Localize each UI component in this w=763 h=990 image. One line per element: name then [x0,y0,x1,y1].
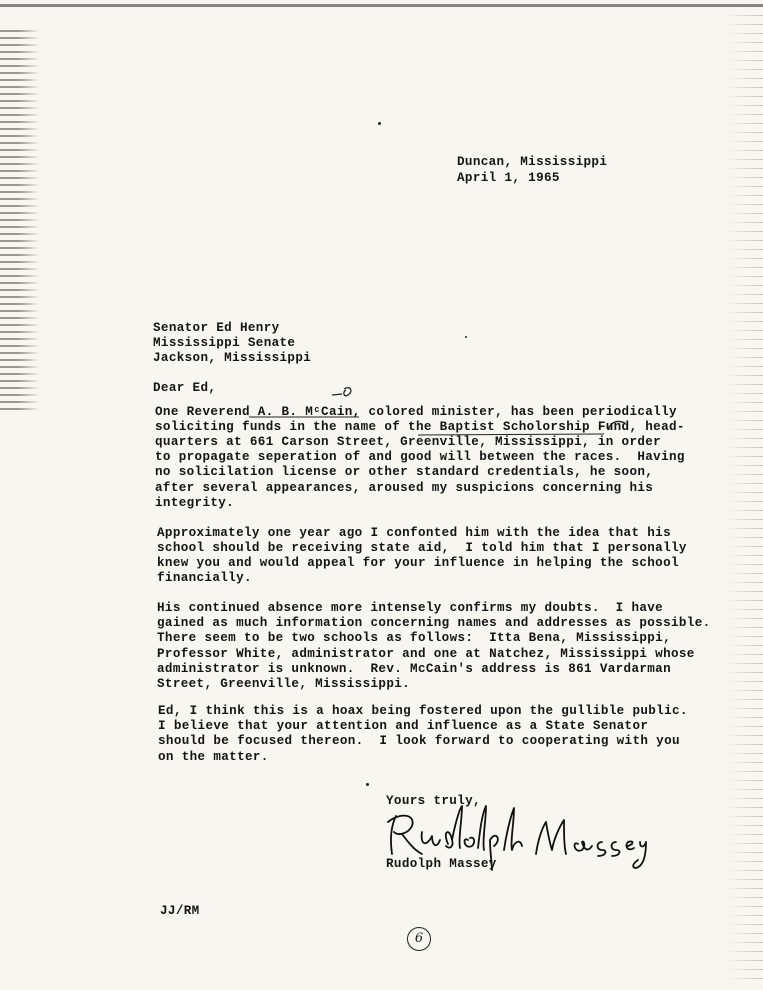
scan-speck [366,783,369,786]
paragraph-2-line: knew you and would appeal for your influence in helping the school [157,556,679,570]
paragraph-3-line: administrator is unknown. Rev. McCain's address is 861 Vardarman [157,662,671,676]
paragraph-4-line: I believe that your attention and influence as a State Senator [158,719,649,733]
circled-page-number: 6 [407,927,431,951]
paragraph-1-line: after several appearances, aroused my suspicions concerning his [155,481,654,495]
letter-date: April 1, 1965 [457,171,560,185]
scan-left-edge-noise [0,30,40,410]
scan-speck [378,122,381,125]
paragraph-3-line: There seem to be two schools as follows: Itta Bena, Mississippi, [157,631,671,645]
paragraph-3-line: gained as much information concerning names and addresses as possible. [157,616,711,630]
paragraph-2-line: Approximately one year ago I confonted him with the idea that his [157,526,671,540]
paragraph-1-line: One Reverend A. B. MᶜCain, colored minister, has been periodically [155,405,677,419]
paragraph-1-line: soliciting funds in the name of the Baptist Scholorship Fund, head- [155,420,685,434]
scan-speck [465,336,467,338]
paragraph-1-line: quarters at 661 Carson Street, Greenville, Mississippi, in order [155,435,662,449]
reference-initials: JJ/RM [160,904,200,918]
recipient-name: Senator Ed Henry [153,321,280,335]
salutation: Dear Ed, [153,381,217,395]
recipient-city: Jackson, Mississippi [153,351,312,365]
paragraph-4-line: Ed, I think this is a hoax being fostered upon the gullible public. [158,704,688,718]
handwritten-mark-icon [330,381,360,401]
scan-top-edge [0,4,763,7]
paragraph-4-line: on the matter. [158,750,269,764]
signer-name: Rudolph Massey [386,857,497,871]
letter-place: Duncan, Mississippi [457,155,608,169]
recipient-org: Mississippi Senate [153,336,296,350]
paragraph-2-line: financially. [157,571,252,585]
paragraph-3-line: Professor White, administrator and one at Natchez, Mississippi whose [157,647,695,661]
paragraph-1-line: integrity. [155,496,235,510]
paragraph-2-line: school should be receiving state aid, I told him that I personally [157,541,687,555]
paragraph-3-line: His continued absence more intensely confirms my doubts. I have [157,601,664,615]
paragraph-3-line: Street, Greenville, Mississippi. [157,677,411,691]
paragraph-1-line: to propagate seperation of and good will between the races. Having [155,450,685,464]
scan-right-edge-noise [727,15,763,985]
closing: Yours truly, [386,794,481,808]
paragraph-1-line: no solicilation license or other standard credentials, he soon, [155,465,654,479]
paragraph-4-line: should be focused thereon. I look forward to cooperating with you [158,734,680,748]
